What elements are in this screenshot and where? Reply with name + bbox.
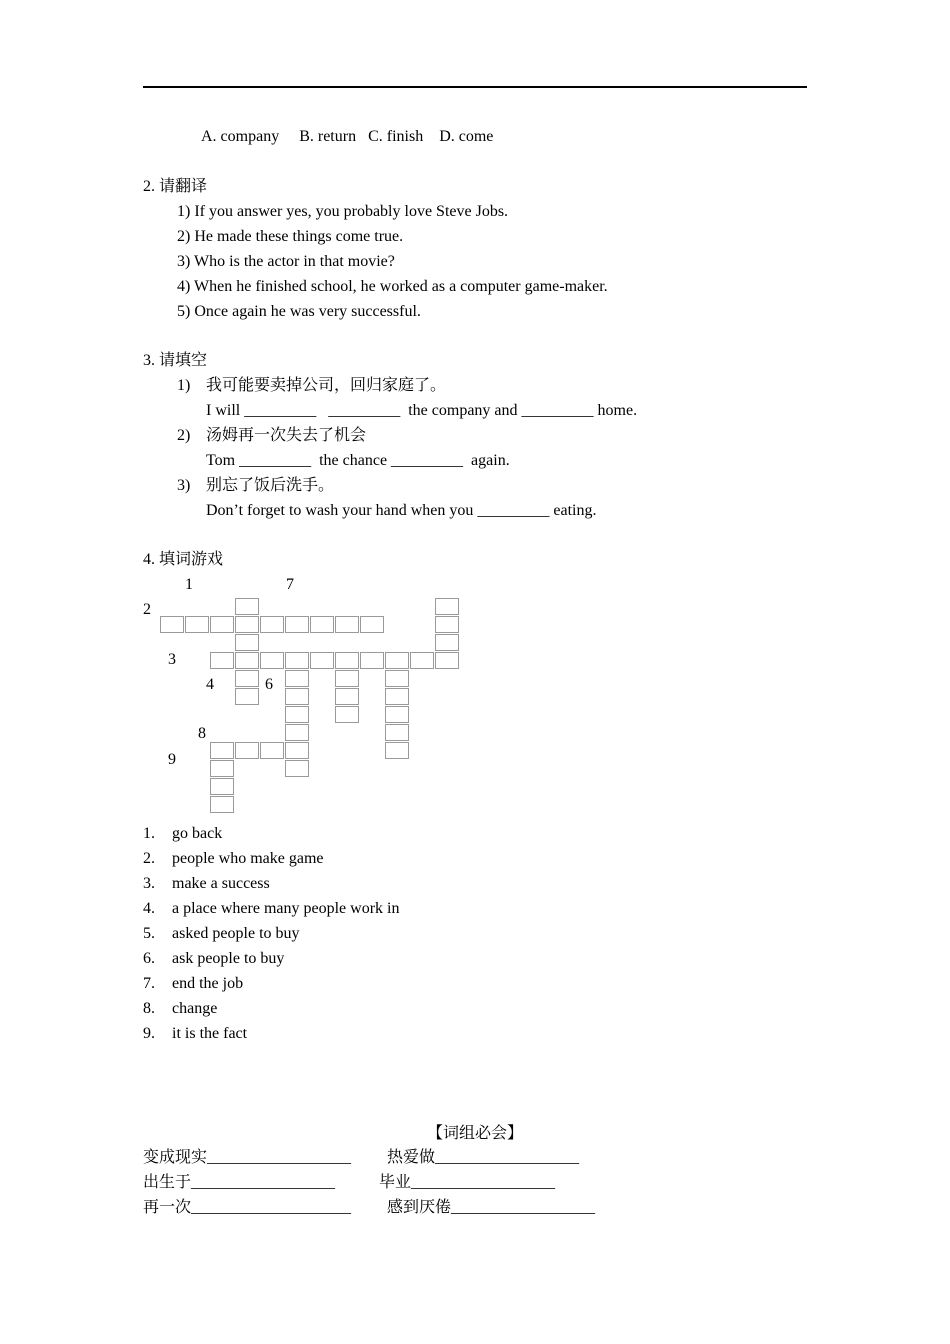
crossword-cell[interactable] — [385, 688, 409, 705]
q3-item-chinese: 别忘了饭后洗手。 — [206, 477, 335, 494]
q3-item-english: I will _________ _________ the company and _________ home. — [206, 402, 638, 419]
clue-number: 5. — [143, 925, 155, 942]
crossword-cell[interactable] — [160, 616, 184, 633]
clue-number: 9. — [143, 1025, 155, 1042]
q3-item-english: Don’t forget to wash your hand when you _________ eating. — [206, 502, 597, 519]
crossword-cell[interactable] — [210, 796, 234, 813]
crossword-cell[interactable] — [335, 670, 359, 687]
crossword-cell[interactable] — [185, 616, 209, 633]
q2-item: 5) Once again he was very successful. — [177, 303, 421, 320]
q3-item-number: 1) — [177, 377, 191, 394]
crossword-cell[interactable] — [410, 652, 434, 669]
clue-text: it is the fact — [172, 1025, 248, 1042]
clue-text: end the job — [172, 975, 244, 992]
clue-text: asked people to buy — [172, 925, 300, 942]
crossword-cell[interactable] — [260, 616, 284, 633]
clue-number: 7. — [143, 975, 155, 992]
phrase-item: 再一次____________________ — [143, 1199, 352, 1216]
crossword-cell[interactable] — [260, 652, 284, 669]
crossword-cell[interactable] — [360, 616, 384, 633]
crossword-cell[interactable] — [310, 616, 334, 633]
crossword-cell[interactable] — [310, 652, 334, 669]
grid-label: 9 — [168, 751, 176, 768]
q2-heading: 2. 请翻译 — [143, 178, 208, 195]
q2-item: 1) If you answer yes, you probably love Steve Jobs. — [177, 203, 509, 220]
crossword-cell[interactable] — [260, 742, 284, 759]
clue-number: 1. — [143, 825, 155, 842]
grid-label: 1 — [185, 576, 193, 593]
crossword-cell[interactable] — [335, 688, 359, 705]
crossword-cell[interactable] — [385, 724, 409, 741]
crossword-cell[interactable] — [335, 652, 359, 669]
q3-heading: 3. 请填空 — [143, 352, 208, 369]
grid-label: 7 — [286, 576, 294, 593]
clue-text: people who make game — [172, 850, 324, 867]
grid-label: 2 — [143, 601, 151, 618]
crossword-cell[interactable] — [285, 742, 309, 759]
crossword-cell[interactable] — [385, 742, 409, 759]
crossword-cell[interactable] — [335, 706, 359, 723]
crossword-cell[interactable] — [210, 616, 234, 633]
crossword-cell[interactable] — [335, 616, 359, 633]
grid-label: 6 — [265, 676, 273, 693]
phrase-item: 毕业__________________ — [379, 1174, 556, 1191]
grid-label: 8 — [198, 725, 206, 742]
crossword-cell[interactable] — [285, 670, 309, 687]
q3-item-number: 3) — [177, 477, 191, 494]
q3-item-number: 2) — [177, 427, 191, 444]
grid-label: 3 — [168, 651, 176, 668]
clue-text: go back — [172, 825, 223, 842]
clue-text: ask people to buy — [172, 950, 285, 967]
crossword-cell[interactable] — [385, 706, 409, 723]
crossword-cell[interactable] — [285, 652, 309, 669]
clue-number: 3. — [143, 875, 155, 892]
crossword-cell[interactable] — [210, 652, 234, 669]
grid-label: 4 — [206, 676, 214, 693]
clue-text: make a success — [172, 875, 270, 892]
crossword-cell[interactable] — [285, 760, 309, 777]
crossword-cell[interactable] — [210, 760, 234, 777]
crossword-cell[interactable] — [285, 724, 309, 741]
q4-heading: 4. 填词游戏 — [143, 551, 224, 568]
crossword-cell[interactable] — [235, 742, 259, 759]
crossword-cell[interactable] — [435, 598, 459, 615]
crossword-cell[interactable] — [235, 652, 259, 669]
clue-number: 8. — [143, 1000, 155, 1017]
q2-item: 4) When he finished school, he worked as a computer game-maker. — [177, 278, 608, 295]
q2-item: 2) He made these things come true. — [177, 228, 404, 245]
crossword-cell[interactable] — [235, 616, 259, 633]
crossword-cell[interactable] — [235, 598, 259, 615]
crossword-cell[interactable] — [435, 634, 459, 651]
phrase-item: 出生于__________________ — [143, 1174, 336, 1191]
clue-number: 2. — [143, 850, 155, 867]
q3-item-english: Tom _________ the chance _________ again. — [206, 452, 510, 469]
q1-options: A. company B. return C. finish D. come — [201, 128, 494, 145]
crossword-cell[interactable] — [210, 778, 234, 795]
crossword-cell[interactable] — [235, 634, 259, 651]
phrase-item: 热爱做__________________ — [387, 1149, 580, 1166]
clue-number: 6. — [143, 950, 155, 967]
crossword-cell[interactable] — [285, 706, 309, 723]
crossword-cell[interactable] — [385, 670, 409, 687]
phrase-item: 变成现实__________________ — [143, 1149, 352, 1166]
crossword-cell[interactable] — [385, 652, 409, 669]
crossword-cell[interactable] — [285, 688, 309, 705]
crossword-cell[interactable] — [210, 742, 234, 759]
crossword-cell[interactable] — [235, 670, 259, 687]
crossword-cell[interactable] — [435, 652, 459, 669]
q3-item-chinese: 我可能要卖掉公司，回归家庭了。 — [206, 377, 447, 394]
crossword-cell[interactable] — [360, 652, 384, 669]
crossword-cell[interactable] — [435, 616, 459, 633]
crossword-cell[interactable] — [235, 688, 259, 705]
clue-number: 4. — [143, 900, 155, 917]
clue-text: change — [172, 1000, 218, 1017]
phrase-item: 感到厌倦__________________ — [387, 1199, 596, 1216]
crossword-cell[interactable] — [285, 616, 309, 633]
phrases-title: 【词组必会】 — [427, 1125, 524, 1142]
q2-item: 3) Who is the actor in that movie? — [177, 253, 395, 270]
clue-text: a place where many people work in — [172, 900, 400, 917]
q3-item-chinese: 汤姆再一次失去了机会 — [206, 427, 367, 444]
